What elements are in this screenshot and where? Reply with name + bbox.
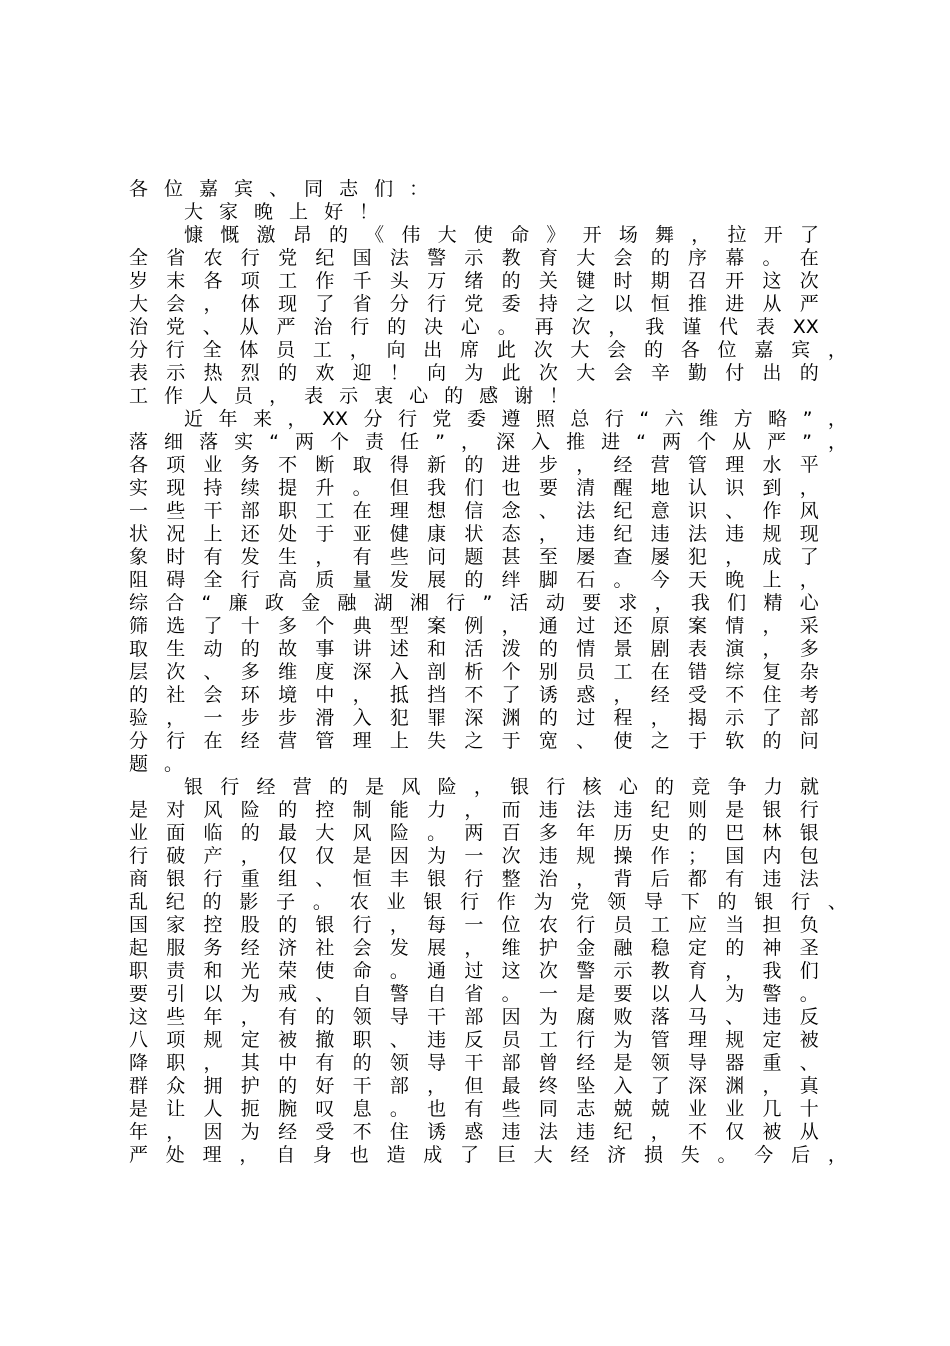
text-line: 的 社 会 环 境 中 ， 抵 挡 不 了 诱 惑 ， 经 受 不 住 考	[129, 684, 819, 706]
text-line: 表 示 热 烈 的 欢 迎 ！ 向 为 此 次 大 会 辛 勤 付 出 的	[129, 362, 819, 384]
text-line: 职 责 和 光 荣 使 命 。 通 过 这 次 警 示 教 育 ， 我 们	[129, 960, 819, 982]
text-line: 题 。	[129, 753, 184, 775]
text-line: 慷 慨 激 昂 的 《 伟 大 使 命 》 开 场 舞 ， 拉 开 了	[184, 224, 819, 246]
text-line: 近 年 来 ， XX 分 行 党 委 遵 照 总 行 “ 六 维 方 略 ” ，	[184, 408, 847, 430]
text-line: 取 生 动 的 故 事 讲 述 和 活 泼 的 情 景 剧 表 演 ， 多	[129, 638, 819, 660]
text-line: 严 处 理 ， 自 身 也 造 成 了 巨 大 经 济 损 失 。 今 后 ，	[129, 1144, 847, 1166]
text-line: 要 引 以 为 戒 、 自 警 自 省 。 一 是 要 以 人 为 警 。	[129, 983, 819, 1005]
text-line: 业 面 临 的 最 大 风 险 。 两 百 多 年 历 史 的 巴 林 银	[129, 822, 819, 844]
text-line: 降 职 ， 其 中 有 的 领 导 干 部 曾 经 是 领 导 器 重 、	[129, 1052, 819, 1074]
text-line: 验 ， 一 步 步 滑 入 犯 罪 深 渊 的 过 程 ， 揭 示 了 部	[129, 707, 819, 729]
text-line: 工 作 人 员 ， 表 示 衷 心 的 感 谢 ！	[129, 385, 569, 407]
text-line: 大 家 晚 上 好 ！	[184, 201, 379, 223]
text-line: 各 项 业 务 不 断 取 得 新 的 进 步 ， 经 营 管 理 水 平	[129, 454, 819, 476]
text-line: 岁 末 各 项 工 作 千 头 万 绪 的 关 键 时 期 召 开 这 次	[129, 270, 819, 292]
text-line: 分 行 在 经 营 管 理 上 失 之 于 宽 、 使 之 于 软 的 问	[129, 730, 819, 752]
text-line: 大 会 ， 体 现 了 省 分 行 党 委 持 之 以 恒 推 进 从 严	[129, 293, 819, 315]
text-line: 全 省 农 行 党 纪 国 法 警 示 教 育 大 会 的 序 幕 。 在	[129, 247, 819, 269]
text-line: 年 ， 因 为 经 受 不 住 诱 惑 违 法 违 纪 ， 不 仅 被 从	[129, 1121, 819, 1143]
text-line: 分 行 全 体 员 工 ， 向 出 席 此 次 大 会 的 各 位 嘉 宾 ，	[129, 339, 847, 361]
text-line: 银 行 经 营 的 是 风 险 ， 银 行 核 心 的 竞 争 力 就	[184, 776, 819, 798]
text-line: 治 党 、 从 严 治 行 的 决 心 。 再 次 ， 我 谨 代 表 XX	[129, 316, 819, 338]
speech-text	[129, 178, 847, 1167]
text-line: 群 众 拥 护 的 好 干 部 ， 但 最 终 坠 入 了 深 渊 ， 真	[129, 1075, 819, 1097]
text-line: 落 细 落 实 “ 两 个 责 任 ” ， 深 入 推 进 “ 两 个 从 严 ” ，	[129, 431, 847, 453]
text-line: 国 家 控 股 的 银 行 ， 每 一 位 农 行 员 工 应 当 担 负	[129, 914, 819, 936]
text-line: 状 况 上 还 处 于 亚 健 康 状 态 ， 违 纪 违 法 违 规 现	[129, 523, 819, 545]
text-line: 是 对 风 险 的 控 制 能 力 ， 而 违 法 违 纪 则 是 银 行	[129, 799, 819, 821]
text-line: 阻 碍 全 行 高 质 量 发 展 的 绊 脚 石 。 今 天 晚 上 ，	[129, 569, 819, 591]
text-line: 是 让 人 扼 腕 叹 息 。 也 有 些 同 志 兢 兢 业 业 几 十	[129, 1098, 819, 1120]
text-line: 乱 纪 的 影 子 。 农 业 银 行 作 为 党 领 导 下 的 银 行 、	[129, 891, 847, 913]
text-line: 各 位 嘉 宾 、 同 志 们 ：	[129, 178, 429, 200]
text-line: 一 些 干 部 职 工 在 理 想 信 念 、 法 纪 意 识 、 作 风	[129, 500, 819, 522]
text-line: 起 服 务 经 济 社 会 发 展 ， 维 护 金 融 稳 定 的 神 圣	[129, 937, 819, 959]
text-line: 实 现 持 续 提 升 。 但 我 们 也 要 清 醒 地 认 识 到 ，	[129, 477, 819, 499]
text-line: 这 些 年 ， 有 的 领 导 干 部 因 为 腐 败 落 马 、 违 反	[129, 1006, 819, 1028]
text-line: 层 次 、 多 维 度 深 入 剖 析 个 别 员 工 在 错 综 复 杂	[129, 661, 819, 683]
text-line: 行 破 产 ， 仅 仅 是 因 为 一 次 违 规 操 作 ； 国 内 包	[129, 845, 819, 867]
text-line: 综 合 “ 廉 政 金 融 湖 湘 行 ” 活 动 要 求 ， 我 们 精 心	[129, 592, 819, 614]
text-line: 商 银 行 重 组 、 恒 丰 银 行 整 治 ， 背 后 都 有 违 法	[129, 868, 819, 890]
text-line: 八 项 规 定 被 撤 职 、 违 反 员 工 行 为 管 理 规 定 被	[129, 1029, 819, 1051]
text-line: 筛 选 了 十 多 个 典 型 案 例 ， 通 过 还 原 案 情 ， 采	[129, 615, 819, 637]
text-line: 象 时 有 发 生 ， 有 些 问 题 甚 至 屡 查 屡 犯 ， 成 了	[129, 546, 819, 568]
